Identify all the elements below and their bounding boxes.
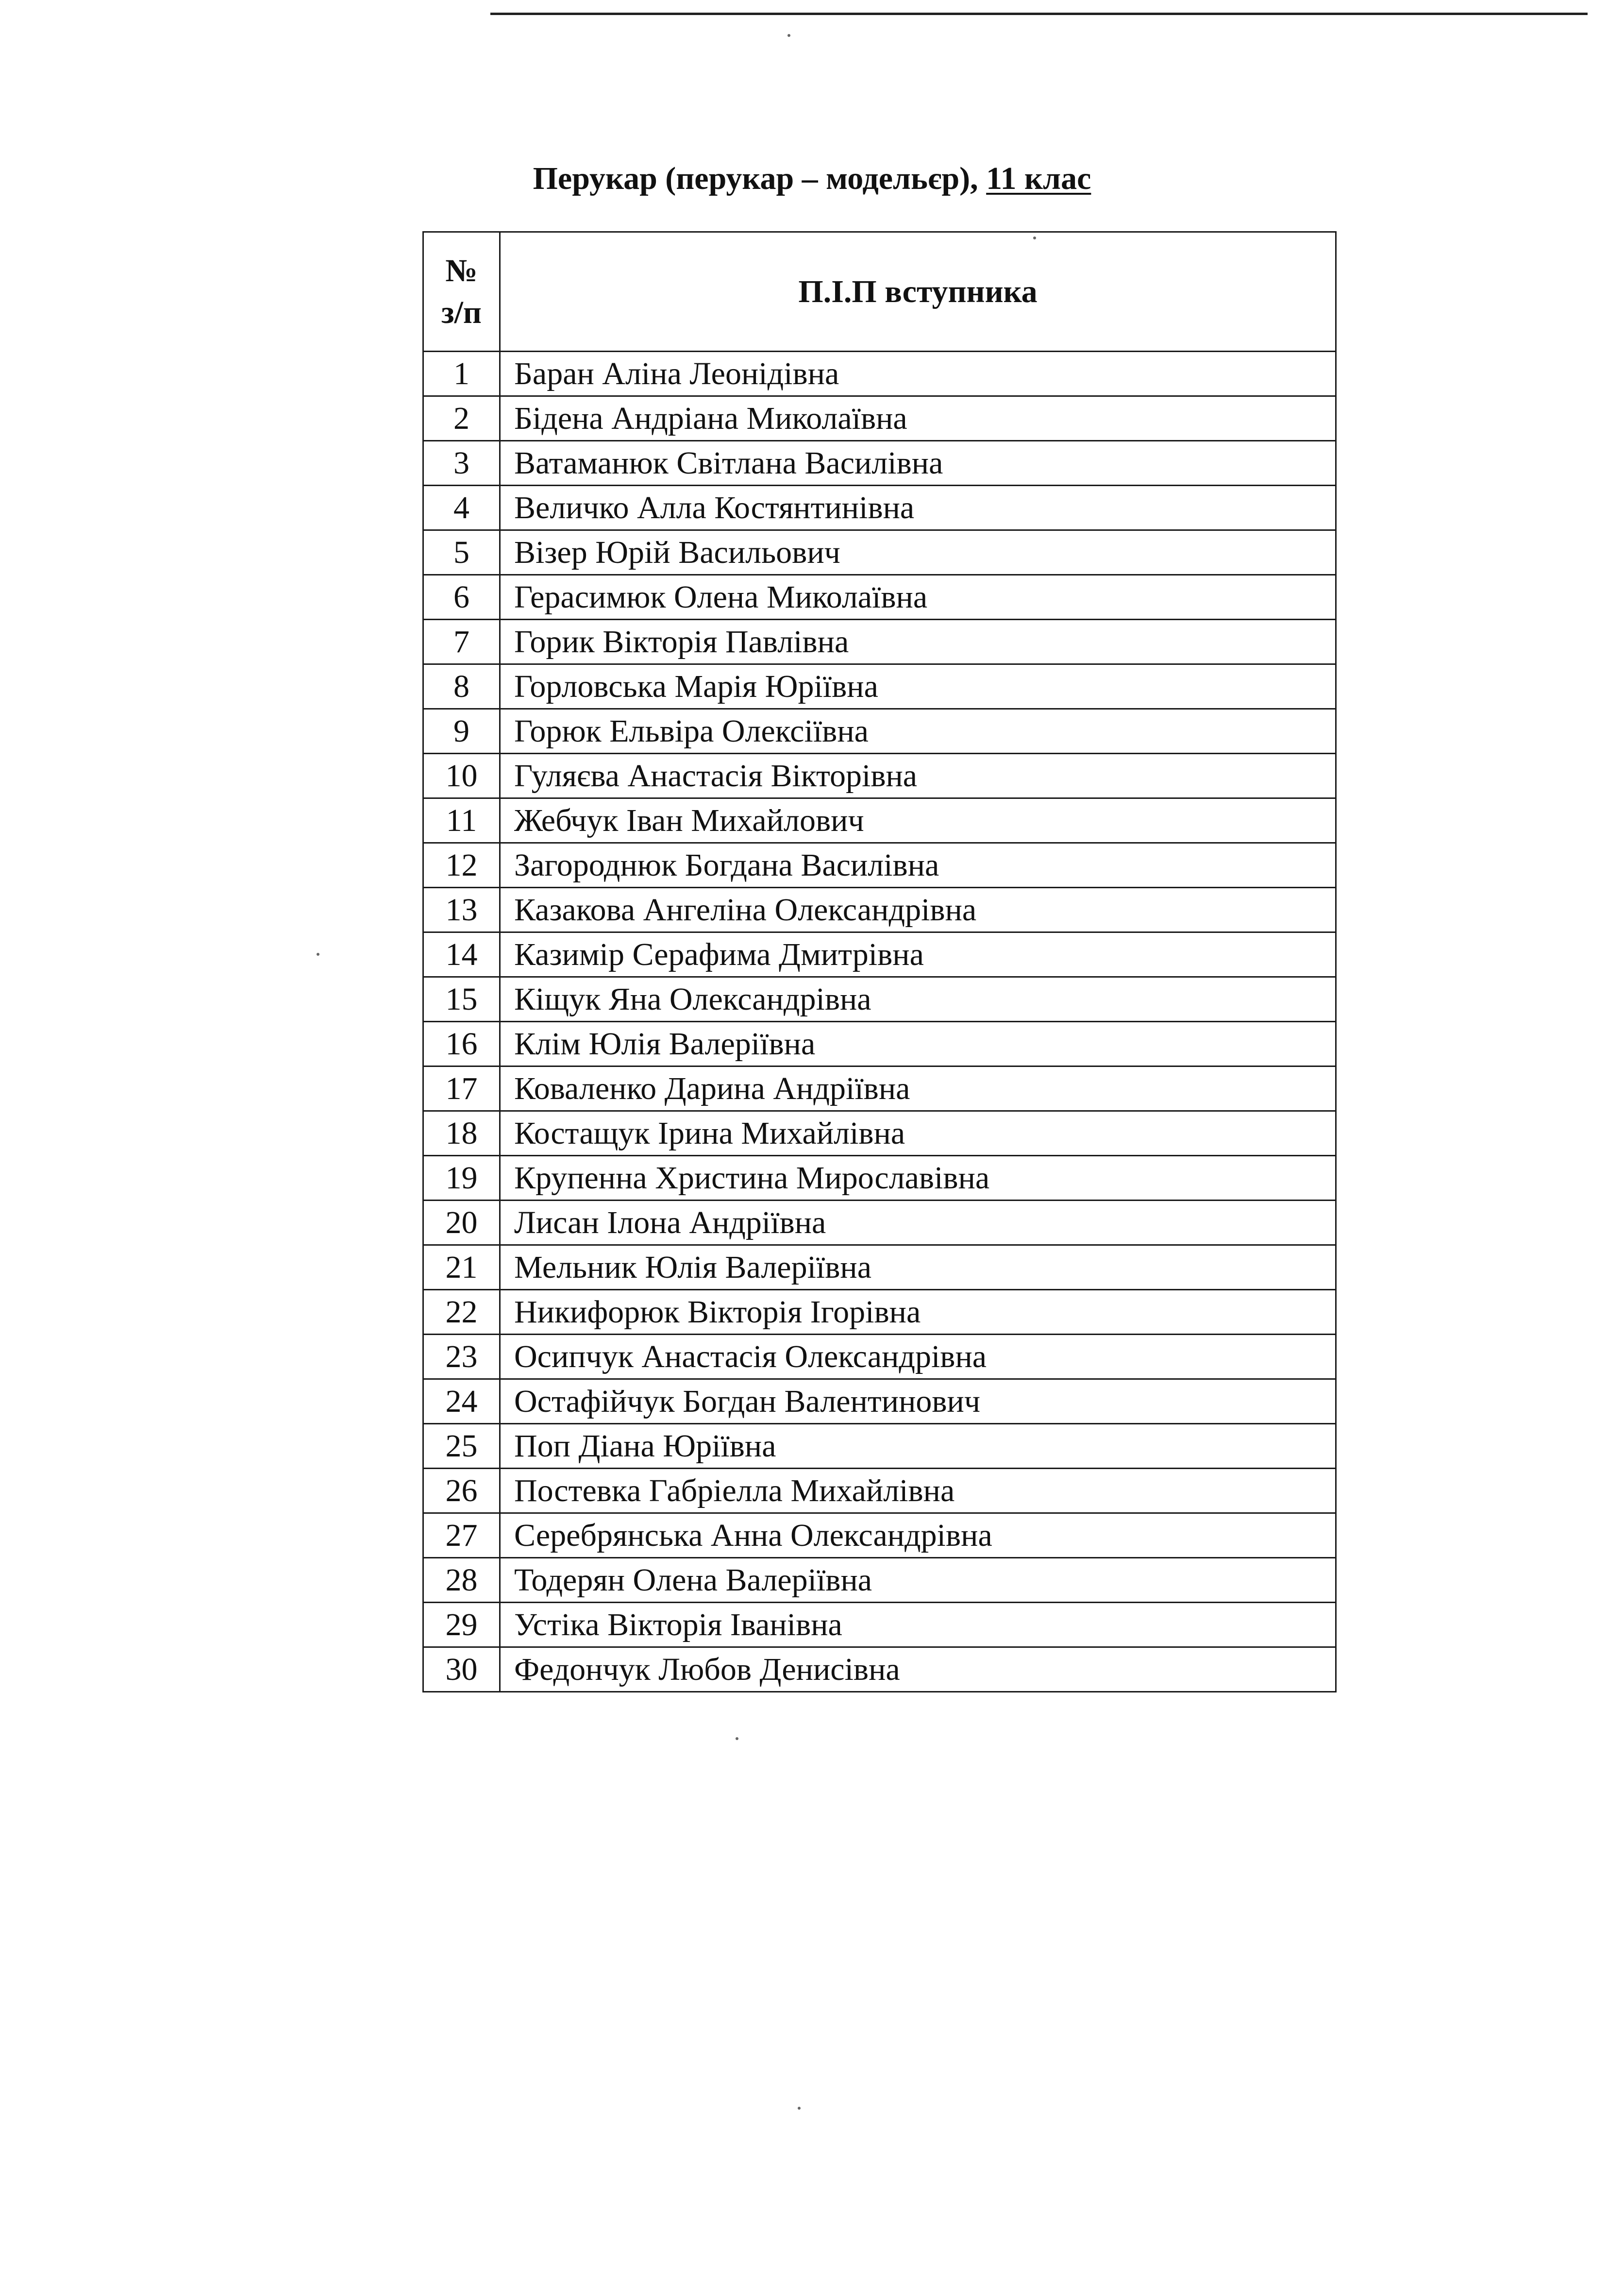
- table-row: [423, 754, 1336, 798]
- row-number: 12: [423, 843, 500, 888]
- applicant-name: Горловська Марія Юріївна: [500, 664, 1336, 709]
- applicant-name: Візер Юрій Васильович: [500, 530, 1336, 575]
- document-title: [0, 163, 1624, 195]
- applicant-name: Никифорюк Вікторія Ігорівна: [500, 1290, 1336, 1335]
- row-number: 28: [423, 1558, 500, 1603]
- table-row: [423, 932, 1336, 977]
- table-row: [423, 798, 1336, 843]
- scan-speck: [736, 1737, 738, 1740]
- table-row: [423, 620, 1336, 664]
- table-row: [423, 1424, 1336, 1469]
- row-number: 14: [423, 932, 500, 977]
- row-number: 23: [423, 1335, 500, 1379]
- table-row: [423, 843, 1336, 888]
- applicant-name: Жебчук Іван Михайлович: [500, 798, 1336, 843]
- table-row: [423, 575, 1336, 620]
- applicant-name: Клім Юлія Валеріївна: [500, 1022, 1336, 1066]
- table-row: [423, 530, 1336, 575]
- applicant-name: Бідена Андріана Миколаївна: [500, 396, 1336, 441]
- applicant-name: Серебрянська Анна Олександрівна: [500, 1513, 1336, 1558]
- header-number: [423, 232, 500, 352]
- row-number: 18: [423, 1111, 500, 1156]
- row-number: 5: [423, 530, 500, 575]
- table-row: [423, 977, 1336, 1022]
- applicant-name: Горюк Ельвіра Олексіївна: [500, 709, 1336, 754]
- table-row: [423, 1379, 1336, 1424]
- row-number: 2: [423, 396, 500, 441]
- table-row: [423, 1469, 1336, 1513]
- row-number: 1: [423, 352, 500, 396]
- row-number: 16: [423, 1022, 500, 1066]
- row-number: 26: [423, 1469, 500, 1513]
- applicant-name: Постевка Габріелла Михайлівна: [500, 1469, 1336, 1513]
- row-number: 13: [423, 888, 500, 932]
- table-row: [423, 1156, 1336, 1201]
- applicant-name: Гуляєва Анастасія Вікторівна: [500, 754, 1336, 798]
- applicants-table: [422, 231, 1337, 1692]
- table-row: [423, 1513, 1336, 1558]
- table-row: [423, 1245, 1336, 1290]
- applicant-name: Величко Алла Костянтинівна: [500, 486, 1336, 530]
- table-row: [423, 1066, 1336, 1111]
- applicant-name: Костащук Ірина Михайлівна: [500, 1111, 1336, 1156]
- applicant-name: Осипчук Анастасія Олександрівна: [500, 1335, 1336, 1379]
- table-row: [423, 396, 1336, 441]
- row-number: 17: [423, 1066, 500, 1111]
- applicant-name: Мельник Юлія Валеріївна: [500, 1245, 1336, 1290]
- applicant-name: Коваленко Дарина Андріївна: [500, 1066, 1336, 1111]
- row-number: 3: [423, 441, 500, 486]
- applicant-name: Устіка Вікторія Іванівна: [500, 1603, 1336, 1647]
- table-row: [423, 1603, 1336, 1647]
- scan-edge-line: [490, 13, 1588, 15]
- table-row: [423, 1111, 1336, 1156]
- row-number: 30: [423, 1647, 500, 1692]
- scan-speck: [317, 953, 319, 956]
- applicant-name: Загороднюк Богдана Василівна: [500, 843, 1336, 888]
- table-row: [423, 352, 1336, 396]
- row-number: 7: [423, 620, 500, 664]
- applicant-name: Герасимюк Олена Миколаївна: [500, 575, 1336, 620]
- header-number-symbol: №: [445, 253, 478, 288]
- title-class: 11 клас: [986, 161, 1091, 196]
- table-row: [423, 1022, 1336, 1066]
- table-row: [423, 1558, 1336, 1603]
- row-number: 11: [423, 798, 500, 843]
- table-row: [423, 441, 1336, 486]
- table-row: [423, 709, 1336, 754]
- table-body: [423, 352, 1336, 1692]
- applicant-name: Остафійчук Богдан Валентинович: [500, 1379, 1336, 1424]
- row-number: 9: [423, 709, 500, 754]
- row-number: 22: [423, 1290, 500, 1335]
- title-specialty: Перукар (перукар – модельєр),: [533, 161, 978, 196]
- row-number: 27: [423, 1513, 500, 1558]
- applicant-name: Лисан Ілона Андріївна: [500, 1201, 1336, 1245]
- row-number: 25: [423, 1424, 500, 1469]
- row-number: 21: [423, 1245, 500, 1290]
- scan-speck: [798, 2107, 801, 2110]
- row-number: 24: [423, 1379, 500, 1424]
- row-number: 29: [423, 1603, 500, 1647]
- row-number: 6: [423, 575, 500, 620]
- row-number: 8: [423, 664, 500, 709]
- applicant-name: Казакова Ангеліна Олександрівна: [500, 888, 1336, 932]
- table-row: [423, 1290, 1336, 1335]
- applicant-name: Кіщук Яна Олександрівна: [500, 977, 1336, 1022]
- header-full-name: П.І.П вступника: [500, 232, 1336, 352]
- table-row: [423, 888, 1336, 932]
- row-number: 20: [423, 1201, 500, 1245]
- applicant-name: Горик Вікторія Павлівна: [500, 620, 1336, 664]
- applicant-name: Поп Діана Юріївна: [500, 1424, 1336, 1469]
- applicant-name: Казимір Серафима Дмитрівна: [500, 932, 1336, 977]
- table-header-row: [423, 232, 1336, 352]
- applicant-name: Тодерян Олена Валеріївна: [500, 1558, 1336, 1603]
- applicant-name: Ватаманюк Світлана Василівна: [500, 441, 1336, 486]
- header-number-abbr: з/п: [441, 294, 482, 330]
- table-row: [423, 486, 1336, 530]
- applicant-name: Крупенна Христина Мирославівна: [500, 1156, 1336, 1201]
- scan-speck: [787, 34, 790, 37]
- row-number: 4: [423, 486, 500, 530]
- applicant-name: Баран Аліна Леонідівна: [500, 352, 1336, 396]
- table-row: [423, 1335, 1336, 1379]
- table-row: [423, 1647, 1336, 1692]
- row-number: 10: [423, 754, 500, 798]
- table-row: [423, 1201, 1336, 1245]
- row-number: 19: [423, 1156, 500, 1201]
- applicant-name: Федончук Любов Денисівна: [500, 1647, 1336, 1692]
- row-number: 15: [423, 977, 500, 1022]
- table-row: [423, 664, 1336, 709]
